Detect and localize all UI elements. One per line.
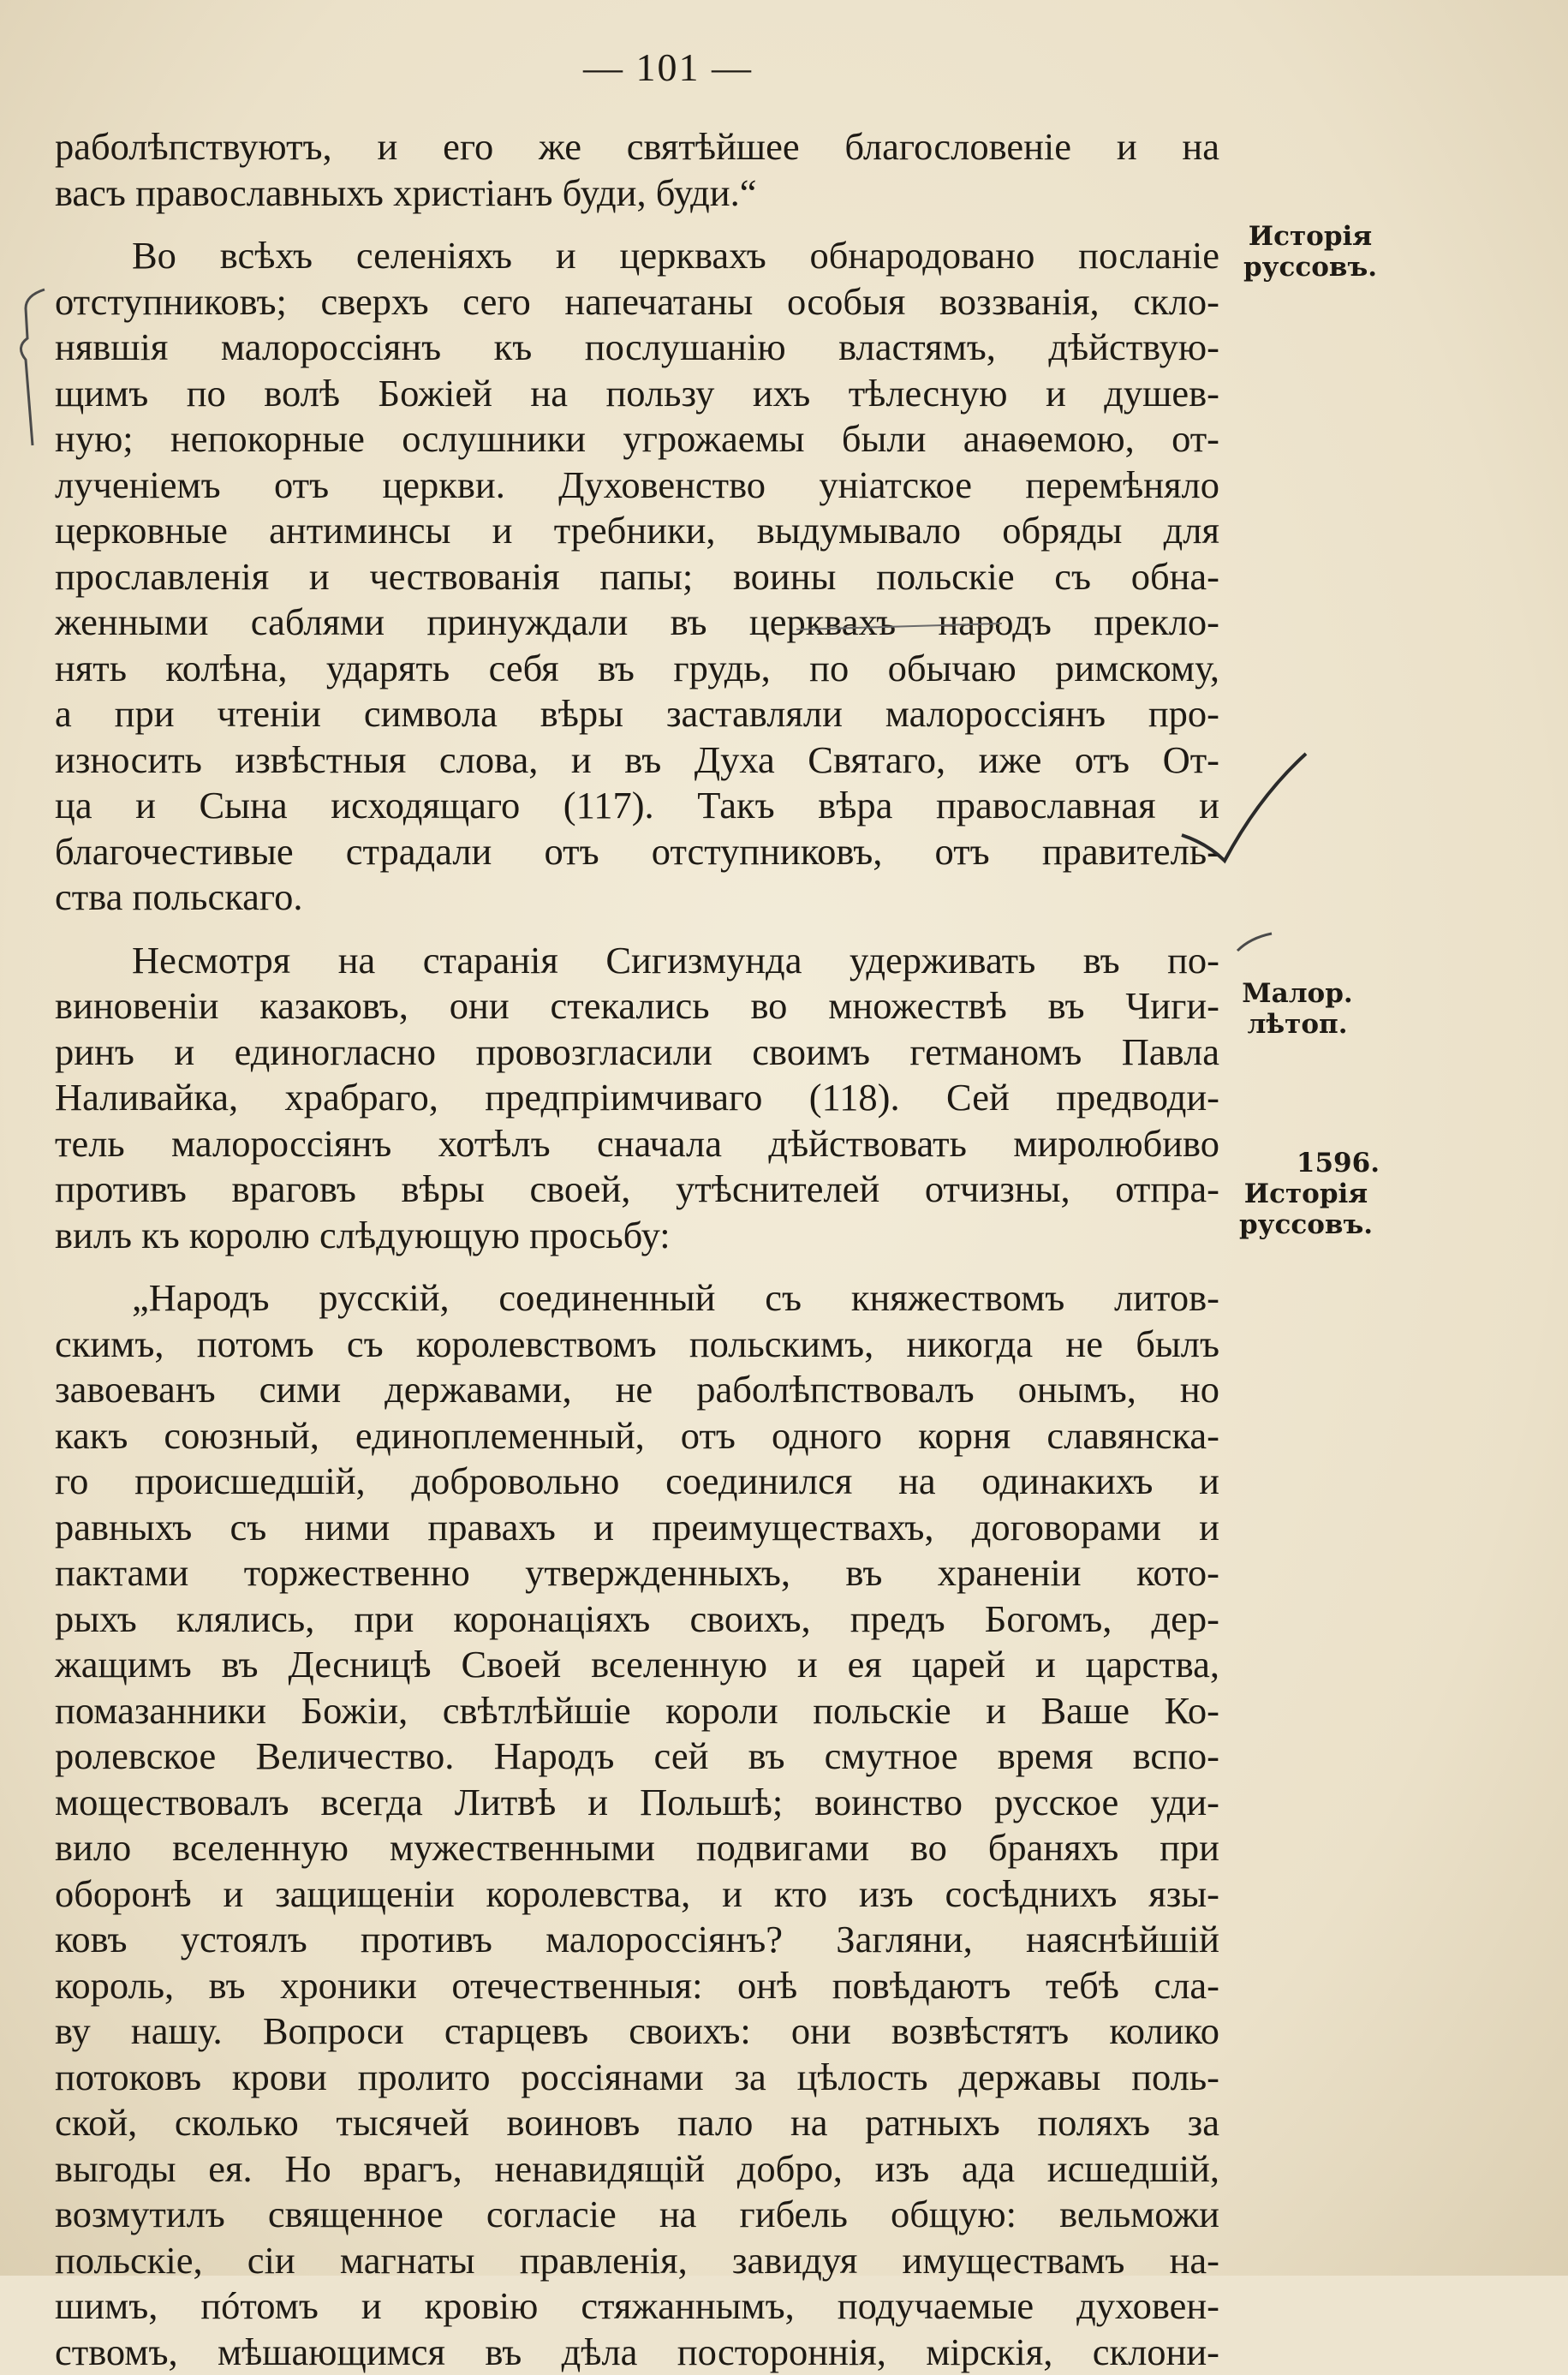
- text-line: а при чтеніи символа вѣры заставляли малороссіянъ про-: [55, 691, 1219, 737]
- margin-note-line: 1596.: [1220, 1148, 1392, 1179]
- text-line: лученіемъ отъ церкви. Духовенство уніатское перемѣняло: [55, 462, 1219, 509]
- margin-note-line: Малор.: [1233, 978, 1362, 1009]
- text-line: польскіе, сіи магнаты правленія, завидуя имуществамъ на-: [55, 2238, 1219, 2284]
- text-line: Во всѣхъ селеніяхъ и церквахъ обнародовано посланіе: [55, 233, 1219, 279]
- text-line: раболѣпствуютъ, и его же святѣйшее благословеніе и на: [55, 124, 1219, 170]
- text-line: вилъ къ королю слѣдующую просьбу:: [55, 1213, 1219, 1259]
- pencil-underline-mark: [796, 624, 1002, 630]
- text-line: жащимъ въ Десницѣ Своей вселенную и ея царей и царства,: [55, 1642, 1219, 1688]
- text-line: благочестивые страдали отъ отступниковъ, отъ правитель-: [55, 829, 1219, 875]
- text-line: помазанники Божіи, свѣтлѣйшіе короли польскіе и Ваше Ко-: [55, 1688, 1219, 1734]
- margin-note-line: руссовъ.: [1220, 1209, 1392, 1240]
- text-line: ца и Сына исходящаго (117). Такъ вѣра православная и: [55, 783, 1219, 829]
- text-line: скимъ, потомъ съ королевствомъ польскимъ, никогда не былъ: [55, 1322, 1219, 1368]
- margin-note-line: Исторія: [1229, 221, 1392, 252]
- pencil-bracket-mark: [21, 289, 45, 445]
- text-line: какъ союзный, единоплеменный, отъ одного корня славянска-: [55, 1413, 1219, 1459]
- text-line: церковные антиминсы и требники, выдумывало обряды для: [55, 508, 1219, 554]
- text-line: нявшія малороссіянъ къ послушанію властямъ, дѣйствую-: [55, 325, 1219, 371]
- text-line: оборонѣ и защищеніи королевства, и кто изъ сосѣднихъ язы-: [55, 1871, 1219, 1918]
- text-line: ную; непокорные ослушники угрожаемы были анаѳемою, от-: [55, 416, 1219, 462]
- text-line: женными саблями принуждали въ церквахъ народъ преклo-: [55, 600, 1219, 646]
- text-line: виновеніи казаковъ, они стекались во множествѣ въ Чиги-: [55, 983, 1219, 1029]
- text-line: возмутилъ священное согласіе на гибель общую: вельможи: [55, 2192, 1219, 2238]
- text-line: износить извѣстныя слова, и въ Духа Святаго, иже отъ От-: [55, 737, 1219, 784]
- text-line: Наливайка, храбраго, предпріимчиваго (118). Сей предводи-: [55, 1075, 1219, 1121]
- text-line: ствомъ, мѣшающимся въ дѣла постороннія, мірскія, склони-: [55, 2330, 1219, 2375]
- text-line: ковъ устоялъ противъ малороссіянъ? Загляни, наяснѣйшій: [55, 1917, 1219, 1963]
- text-line: ской, сколько тысячей воиновъ пало на ратныхъ поляхъ за: [55, 2100, 1219, 2146]
- page-number: — 101 —: [0, 45, 1336, 90]
- margin-note-line: Исторія: [1220, 1179, 1392, 1209]
- text-line: ву нашу. Вопроси старцевъ своихъ: они возвѣстятъ колико: [55, 2008, 1219, 2055]
- text-line: „Народъ русскій, соединенный съ княжествомъ литов-: [55, 1275, 1219, 1322]
- text-line: ролевское Величество. Народъ сей въ смутное время вспо-: [55, 1734, 1219, 1780]
- margin-note-line: лѣтоп.: [1233, 1009, 1362, 1040]
- text-line: шимъ, пóтомъ и кровію стяжаннымъ, подучаемые духовен-: [55, 2283, 1219, 2330]
- margin-note-line: руссовъ.: [1229, 252, 1392, 283]
- text-line: го происшедшій, добровольно соединился на одинакихъ и: [55, 1459, 1219, 1505]
- text-line: противъ враговъ вѣры своей, утѣснителей отчизны, отпра-: [55, 1167, 1219, 1213]
- text-line: тель малороссіянъ хотѣлъ сначала дѣйствовать миролюбиво: [55, 1121, 1219, 1167]
- pencil-dash-mark: [1237, 934, 1272, 951]
- text-line: прославленія и чествованія папы; воины польскіе съ обна-: [55, 554, 1219, 600]
- text-line: король, въ хроники отечественныя: онѣ повѣдаютъ тебѣ сла-: [55, 1963, 1219, 2009]
- text-line: васъ православныхъ христіанъ буди, буди.“: [55, 170, 1219, 217]
- text-line: выгоды ея. Но врагъ, ненавидящій добро, изъ ада исшедшій,: [55, 2146, 1219, 2193]
- text-line: рыхъ клялись, при коронаціяхъ своихъ, предъ Богомъ, дер-: [55, 1596, 1219, 1643]
- text-line: ства польскаго.: [55, 874, 1219, 921]
- text-line: потоковъ крови пролито россіянами за цѣлость державы поль-: [55, 2055, 1219, 2101]
- text-line: Несмотря на старанія Сигизмунда удерживать въ по-: [55, 938, 1219, 984]
- text-line: вило вселенную мужественными подвигами во браняхъ при: [55, 1825, 1219, 1871]
- text-line: завоеванъ сими державами, не раболѣпствовалъ онымъ, но: [55, 1367, 1219, 1413]
- text-line: ринъ и единогласно провозгласили своимъ гетманомъ Павла: [55, 1029, 1219, 1076]
- text-line: щимъ по волѣ Божіей на пользу ихъ тѣлесную и душев-: [55, 371, 1219, 417]
- text-line: пактами торжественно утвержденныхъ, въ храненіи кото-: [55, 1550, 1219, 1596]
- text-line: нять колѣна, ударять себя въ грудь, по обычаю римскому,: [55, 646, 1219, 692]
- pencil-checkmark: [1182, 754, 1306, 861]
- text-line: равныхъ съ ними правахъ и преимуществахъ, договорами и: [55, 1505, 1219, 1551]
- text-line: отступниковъ; сверхъ сего напечатаны особыя воззванія, скло-: [55, 279, 1219, 325]
- text-line: моществовалъ всегда Литвѣ и Польшѣ; воинство русское уди-: [55, 1780, 1219, 1826]
